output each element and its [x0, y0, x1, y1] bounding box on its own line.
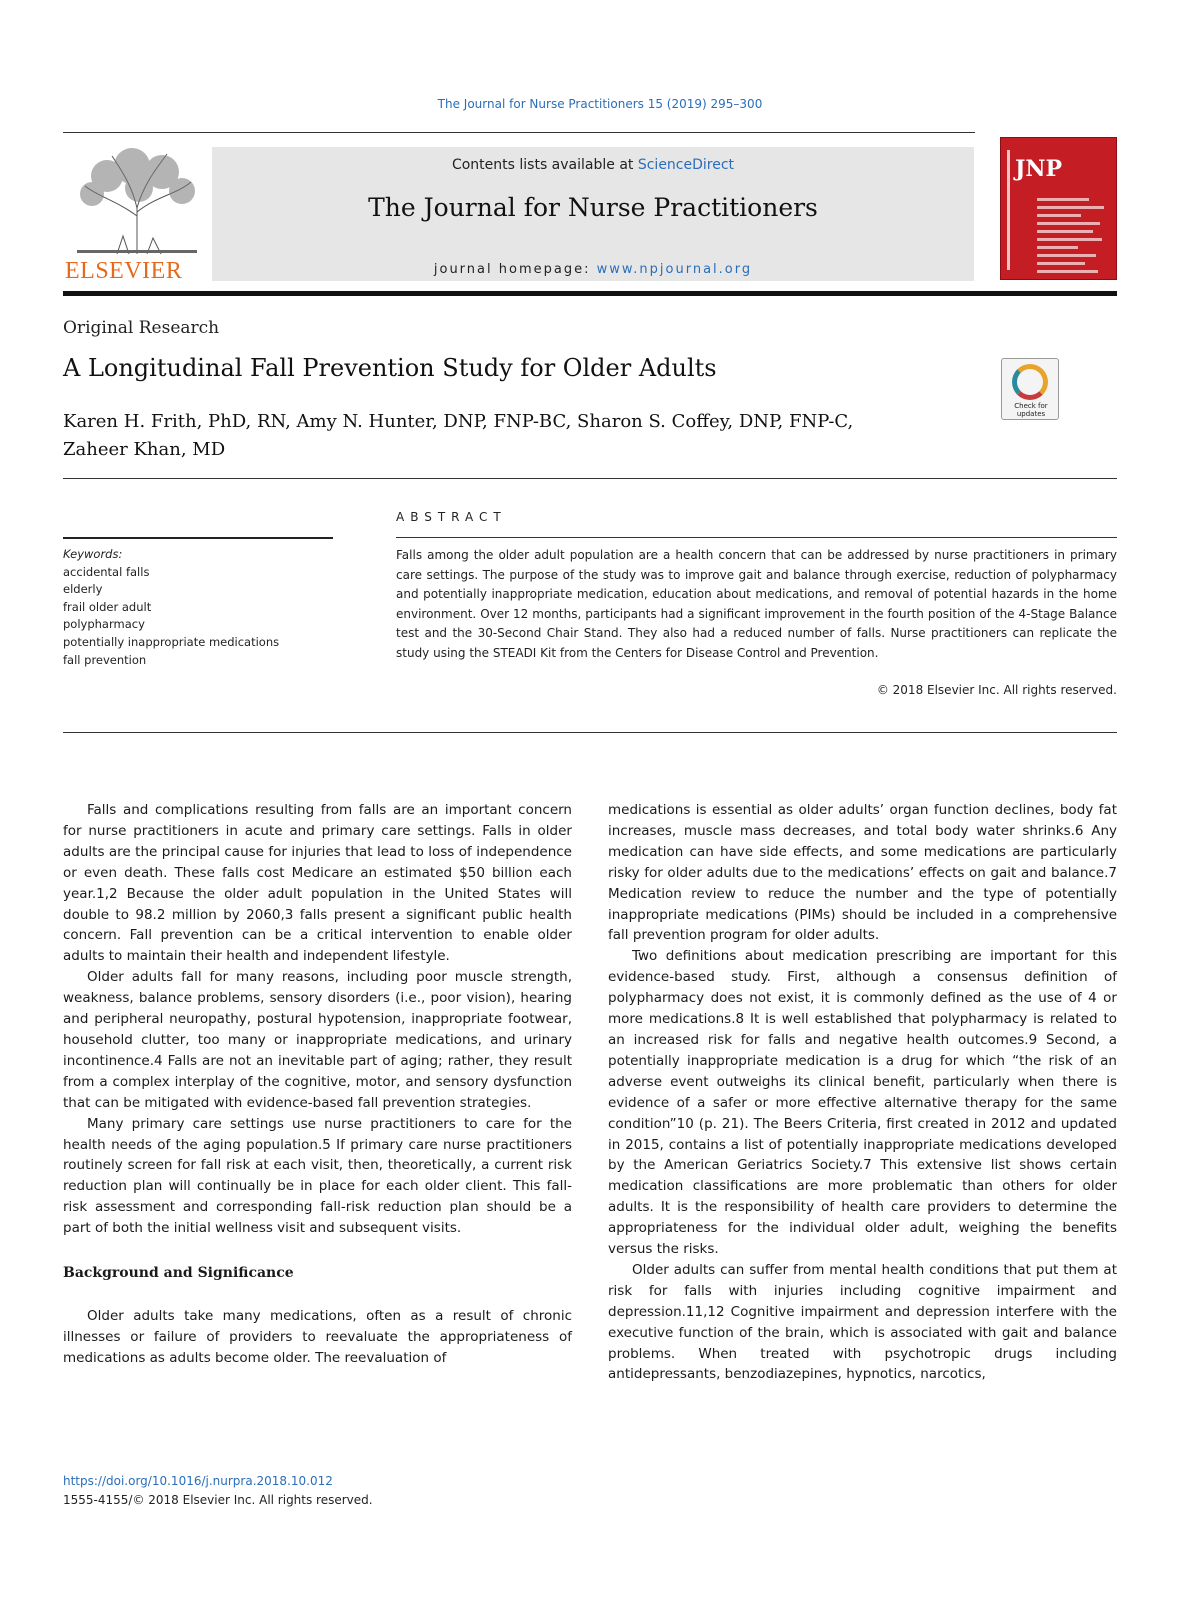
- issn-copyright: 1555-4155/© 2018 Elsevier Inc. All rights reserved.: [63, 1493, 373, 1507]
- abstract-heading: ABSTRACT: [396, 510, 507, 524]
- article-title: A Longitudinal Fall Prevention Study for Older Adults: [63, 354, 717, 382]
- elsevier-logo: [63, 146, 211, 286]
- elsevier-tree-icon: [77, 146, 197, 258]
- page-footer: [63, 1472, 373, 1510]
- body-left-column: [63, 800, 572, 1369]
- cover-contents-lines: [1037, 198, 1111, 278]
- contents-prefix: Contents lists available at: [451, 157, 638, 173]
- header-bottom-rule: [63, 291, 1117, 296]
- section-heading: Background and Significance: [63, 1265, 294, 1282]
- keyword-item: frail older adult: [63, 599, 152, 614]
- doi-link[interactable]: https://doi.org/10.1016/j.nurpra.2018.10.012: [63, 1474, 333, 1488]
- abstract-rule: [396, 537, 1117, 538]
- body-paragraph: medications is essential as older adults’ organ function declines, body fat increases, muscle mass decreases, and total body water shrinks.6 Any medication can have side effects, and some medications are particularly risky for older adults due to the medications’ effects on gait and balance.7 Medication review to reduce the number and the type of potentially inappropriate medications (PIMs) should be included in a comprehensive fall prevention program for older adults.: [608, 802, 1117, 944]
- abstract-bottom-rule: [63, 732, 1117, 733]
- keyword-item: accidental falls: [63, 564, 150, 579]
- keywords-label: Keywords:: [63, 547, 123, 561]
- crossmark-label: Check for updates: [1014, 402, 1048, 418]
- abstract-copyright: © 2018 Elsevier Inc. All rights reserved.: [876, 683, 1117, 697]
- keyword-item: fall prevention: [63, 652, 147, 667]
- cover-accent-bar: [1007, 150, 1010, 270]
- cover-title: JNP: [1015, 156, 1063, 182]
- meta-rule: [63, 478, 1117, 479]
- keyword-item: elderly: [63, 582, 103, 597]
- homepage-line: [212, 262, 974, 277]
- keywords-block: [63, 546, 333, 669]
- contents-line: [212, 157, 974, 173]
- body-paragraph: Many primary care settings use nurse practitioners to care for the health needs of the aging population.5 If primary care nurse practitioners routinely screen for fall risk at each visit, then, theoretically, a current risk reduction plan will continually be in place for each older client. This fall-risk assessment and corresponding fall-risk reduction plan should be a part of both the initial wellness visit and subsequent visits.: [63, 1115, 572, 1237]
- body-paragraph: Older adults take many medications, often as a result of chronic illnesses or failure of providers to reevaluate the appropriateness of medications as adults become older. The reevaluation of: [63, 1307, 572, 1366]
- keywords-rule: [63, 537, 333, 539]
- journal-citation[interactable]: The Journal for Nurse Practitioners 15 (2019) 295–300: [437, 97, 763, 111]
- homepage-link[interactable]: www.npjournal.org: [596, 262, 753, 277]
- keyword-item: polypharmacy: [63, 617, 145, 632]
- abstract-text: Falls among the older adult population are a health concern that can be addressed by nurse practitioners in primary care settings. The purpose of the study was to improve gait and balance through exercise, reduction of polypharmacy and potentially inappropriate medication, education about medications, and removal of potential hazards in the home environment. Over 12 months, participants had a significant improvement in the fourth position of the 4-Stage Balance test and the 30-Second Chair Stand. They also had a reduced number of falls. Nurse practitioners can replicate the study using the STEADI Kit from the Centers for Disease Control and Prevention.: [396, 548, 1117, 660]
- elsevier-wordmark: ELSEVIER: [65, 258, 183, 284]
- body-paragraph: Older adults can suffer from mental health conditions that put them at risk for falls with injuries including cognitive impairment and depression.11,12 Cognitive impairment and depression interfere with the executive function of the brain, which is associated with gait and balance problems. When treated with psychotropic drugs including antidepressants, benzodiazepines, hypnotics, narcotics,: [608, 1261, 1117, 1383]
- authors-line-1: Karen H. Frith, PhD, RN, Amy N. Hunter, DNP, FNP-BC, Sharon S. Coffey, DNP, FNP-C,: [63, 411, 854, 432]
- journal-cover-thumbnail[interactable]: [1000, 137, 1117, 280]
- keyword-item: potentially inappropriate medications: [63, 634, 280, 649]
- journal-banner: [212, 147, 974, 281]
- crossmark-icon: [1012, 364, 1048, 400]
- sciencedirect-link[interactable]: ScienceDirect: [637, 157, 735, 173]
- body-paragraph: Older adults fall for many reasons, including poor muscle strength, weakness, balance problems, sensory disorders (i.e., poor vision), hearing and peripheral neuropathy, postural hypotension, inappropriate footwear, household clutter, too many or inappropriate medications, and urinary incontinence.4 Falls are not an inevitable part of aging; rather, they result from a complex interplay of the cognitive, motor, and sensory dysfunction that can be mitigated with evidence-based fall prevention strategies.: [63, 969, 572, 1111]
- body-right-column: [608, 800, 1117, 1385]
- body-paragraph: Falls and complications resulting from falls are an important concern for nurse practitioners in acute and primary care settings. Falls in older adults are the principal cause for injuries that lead to loss of independence or even death. These falls cost Medicare an estimated $50 billion each year.1,2 Because the older adult population in the United States will double to 98.2 million by 2060,3 falls present a significant public health concern. Fall prevention can be a critical intervention to enable older adults to maintain their health and independent lifestyle.: [63, 802, 572, 965]
- check-for-updates-badge[interactable]: [1001, 358, 1059, 420]
- article-type: Original Research: [63, 318, 220, 338]
- header-top-rule: [63, 132, 975, 133]
- body-paragraph: Two definitions about medication prescribing are important for this evidence-based study. First, although a consensus definition of polypharmacy does not exist, it is commonly defined as the use of 4 or more medications.8 It is well established that polypharmacy is related to an increased risk for falls and negative health outcomes.9 Second, a potentially inappropriate medication is a drug for which “the risk of an adverse event outweighs its clinical benefit, particularly when there is evidence of a safer or more effective alternative therapy for the same condition”10 (p. 21). The Beers Criteria, first created in 2012 and updated in 2015, contains a list of potentially inappropriate medications developed by the American Geriatrics Society.7 This extensive list shows certain medication classifications are more problematic than others for older adults. It is the responsibility of health care providers to determine the appropriateness for the individual older adult, weighing the benefits versus the risks.: [608, 948, 1117, 1258]
- authors-line-2: Zaheer Khan, MD: [63, 439, 226, 460]
- homepage-prefix: journal homepage:: [433, 262, 597, 277]
- journal-title: The Journal for Nurse Practitioners: [368, 193, 818, 222]
- author-list: [63, 408, 963, 464]
